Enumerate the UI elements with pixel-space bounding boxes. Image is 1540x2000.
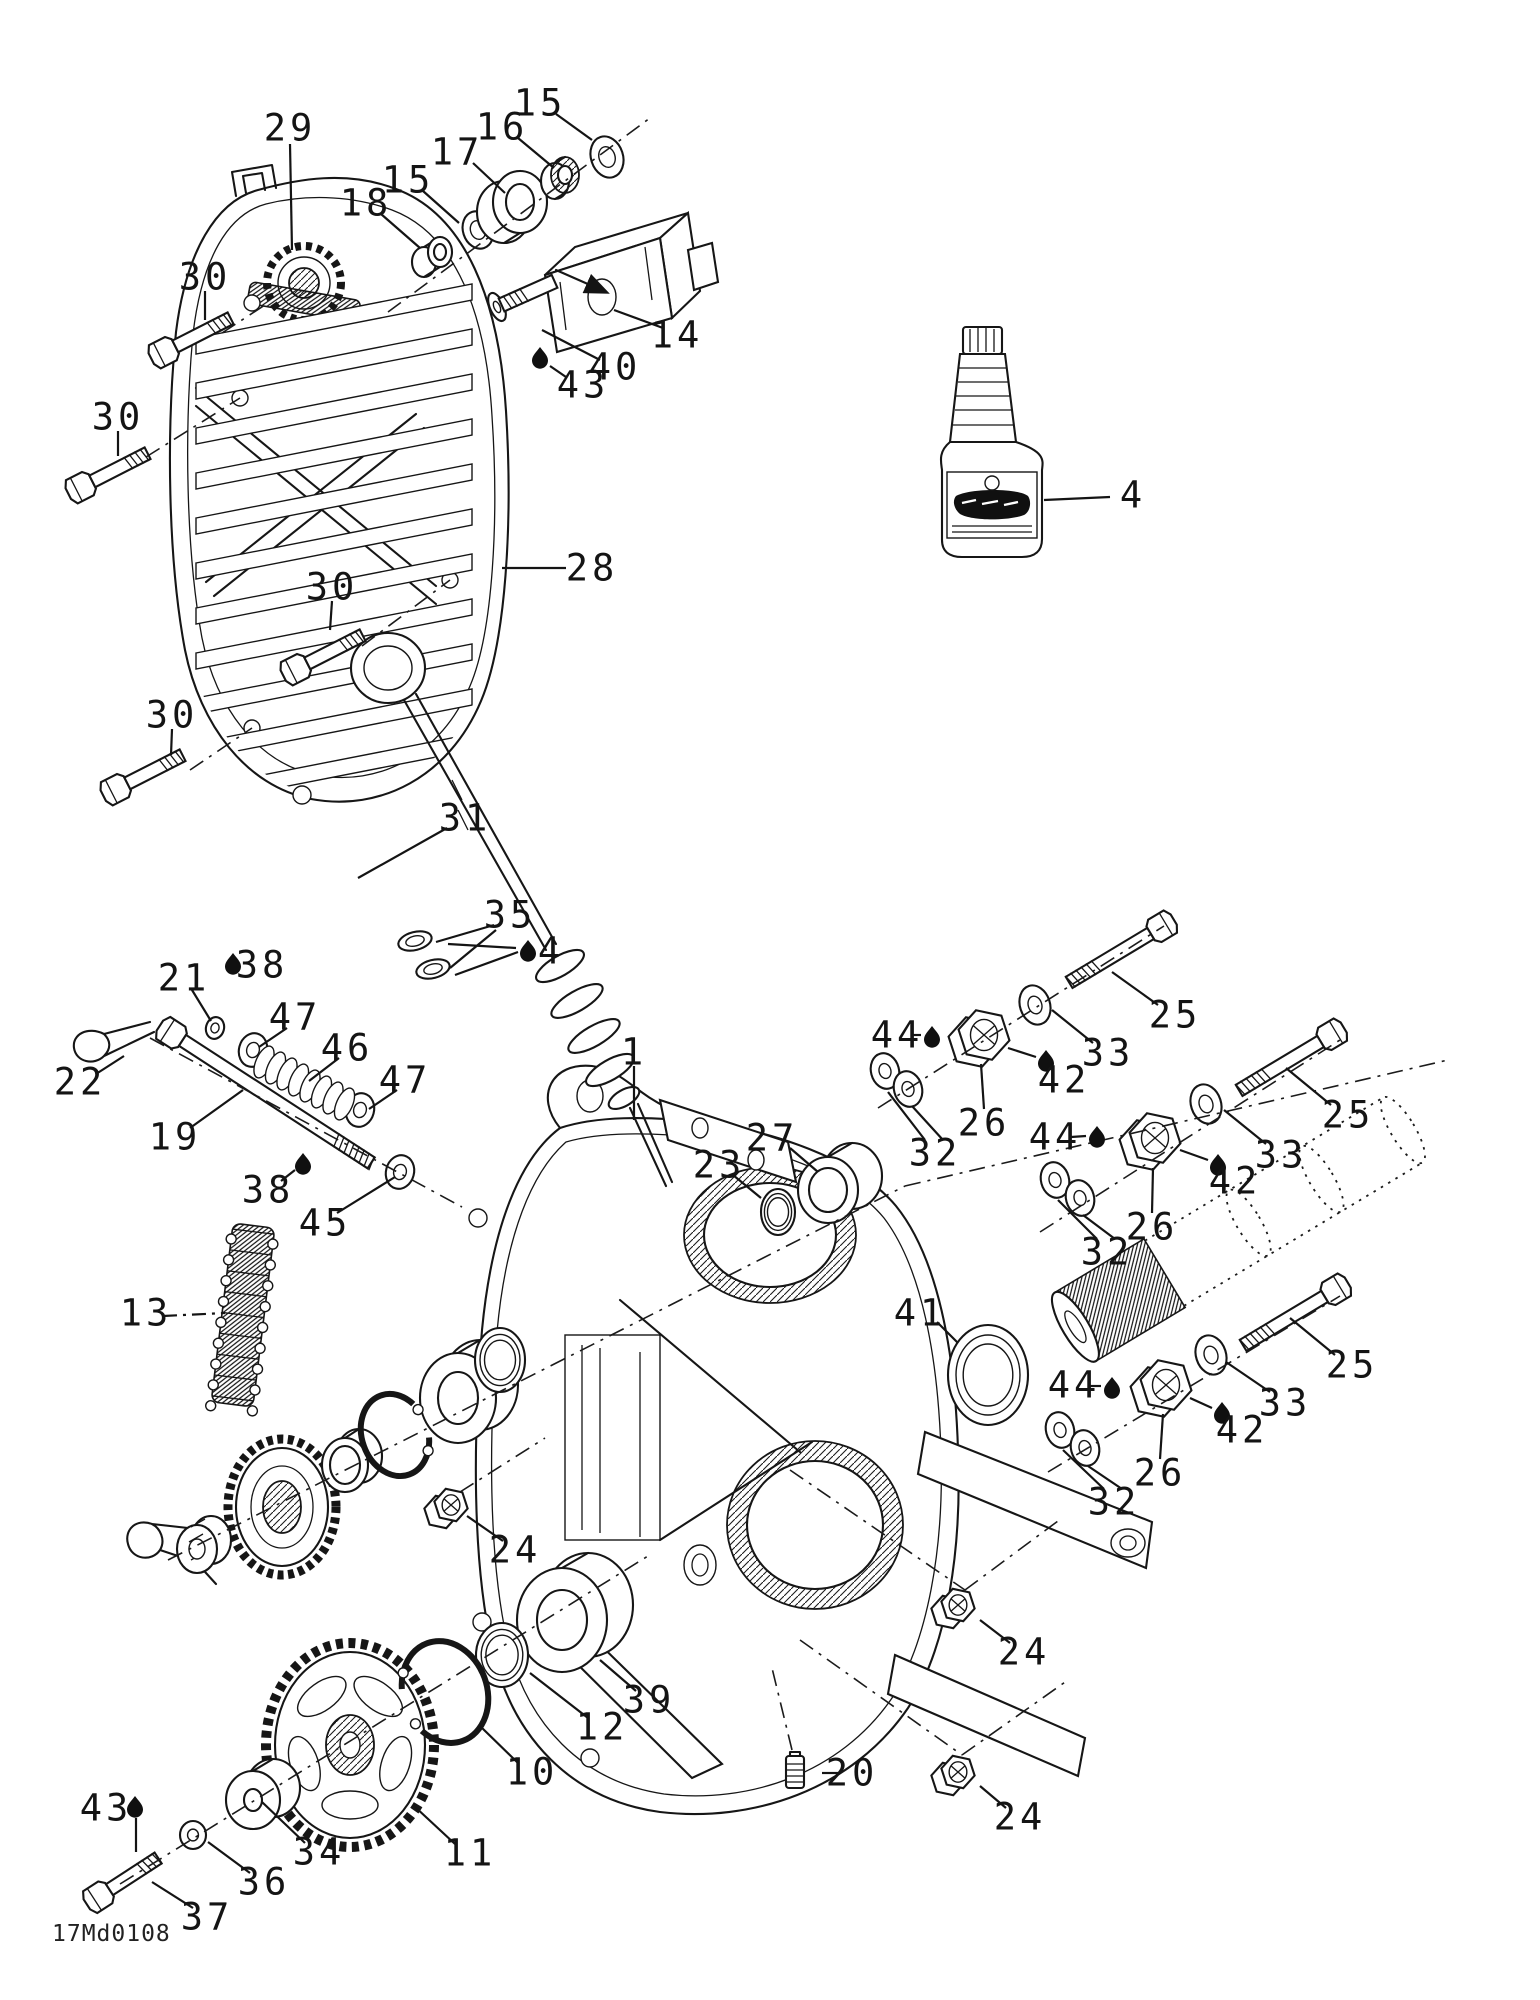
- part-number: 25: [1321, 1093, 1375, 1137]
- part-number: 44: [1047, 1363, 1101, 1407]
- nut-26: [949, 1010, 1010, 1066]
- part-number: 44: [870, 1013, 924, 1057]
- part-number: 46: [320, 1026, 374, 1070]
- washer: [203, 1015, 226, 1041]
- oil-drop-icon: [520, 940, 536, 962]
- part-label-22: [54, 1056, 124, 1104]
- part-number: 33: [1081, 1031, 1135, 1075]
- part-number: 24: [993, 1795, 1047, 1839]
- part-number: 16: [475, 105, 529, 149]
- leader-line: [1190, 1398, 1212, 1408]
- part-number: 30: [178, 255, 232, 299]
- part-number: 26: [1125, 1205, 1179, 1249]
- castle-nut-2: [177, 1516, 231, 1573]
- part-number: 4: [537, 929, 565, 973]
- part-label-32: [888, 1092, 961, 1175]
- part-number: 12: [575, 1705, 629, 1749]
- part-number: 38: [241, 1168, 295, 1212]
- part-label-44: [1048, 1364, 1120, 1407]
- part-number: 39: [622, 1678, 676, 1722]
- part-label-42: [1190, 1398, 1268, 1452]
- bolt-25: [1062, 908, 1180, 993]
- washer: [382, 1152, 418, 1192]
- drawing-code: 17Md0108: [52, 1921, 171, 1947]
- part-number: 15: [513, 81, 567, 125]
- part-number: 30: [145, 693, 199, 737]
- part-label-44: [1029, 1116, 1105, 1159]
- seal-9: [475, 1328, 525, 1392]
- part-number: 31: [438, 796, 492, 840]
- leader-line: [358, 828, 447, 878]
- part-number: 19: [148, 1115, 202, 1159]
- part-label-47: [369, 1059, 431, 1110]
- part-number: 42: [1037, 1058, 1091, 1102]
- bolt-30: [97, 744, 188, 808]
- nut-26: [1131, 1360, 1192, 1416]
- part-number: 18: [339, 181, 393, 225]
- part-label-4: [1044, 474, 1146, 517]
- seal-41: [948, 1325, 1028, 1425]
- part-number: 40: [588, 345, 642, 389]
- part-number: 4: [1119, 473, 1147, 517]
- bolt-25: [1232, 1016, 1350, 1101]
- part-number: 14: [650, 313, 704, 357]
- part-label-38: [225, 944, 288, 987]
- part-label-32: [1058, 1200, 1133, 1274]
- part-number: 26: [957, 1101, 1011, 1145]
- part-label-13: [120, 1292, 225, 1335]
- oil-bottle: [941, 327, 1043, 557]
- part-label-43: [80, 1787, 143, 1853]
- part-number: 43: [556, 363, 610, 407]
- washer: [1015, 981, 1056, 1028]
- part-number: 36: [237, 1860, 291, 1904]
- oil-drop-icon: [295, 1153, 311, 1175]
- part-number: 13: [119, 1291, 173, 1335]
- part-number: 33: [1254, 1133, 1308, 1177]
- part-label-47: [259, 996, 321, 1048]
- part-number: 35: [483, 893, 537, 937]
- part-label-45: [299, 1177, 395, 1245]
- part-number: 30: [305, 565, 359, 609]
- part-label-25: [1286, 1068, 1374, 1137]
- part-number: 33: [1258, 1381, 1312, 1425]
- leader-line: [1044, 497, 1110, 500]
- part-number: 38: [235, 943, 289, 987]
- part-number: 23: [692, 1143, 746, 1187]
- part-label-26: [1126, 1168, 1179, 1249]
- oil-drop-icon: [1104, 1377, 1120, 1399]
- nut-24: [424, 1489, 467, 1528]
- bearing-17: [477, 171, 547, 243]
- part-label-25: [1112, 972, 1201, 1037]
- part-number: 43: [79, 1786, 133, 1830]
- part-number: 37: [180, 1895, 234, 1939]
- part-number: 20: [825, 1751, 879, 1795]
- part-label-36: [208, 1842, 290, 1904]
- part-number: 26: [1133, 1451, 1187, 1495]
- washer: [414, 956, 451, 982]
- part-number: 24: [997, 1630, 1051, 1674]
- part-label-24: [980, 1620, 1050, 1674]
- part-number: 22: [53, 1060, 107, 1104]
- o-ring-23: [761, 1189, 795, 1235]
- part-number: 47: [268, 995, 322, 1039]
- part-number: 29: [263, 106, 317, 150]
- leader-line: [1180, 1150, 1208, 1160]
- leader-line: [163, 1313, 225, 1316]
- part-number: 21: [157, 956, 211, 1000]
- oil-drop-icon: [1089, 1126, 1105, 1148]
- part-number: 27: [745, 1116, 799, 1160]
- bolt-37: [80, 1847, 165, 1915]
- part-number: 28: [565, 546, 619, 590]
- chain-13: [205, 1223, 280, 1417]
- part-number: 11: [443, 1831, 497, 1875]
- part-number: 32: [908, 1131, 962, 1175]
- part-number: 42: [1215, 1408, 1269, 1452]
- part-label-26: [1134, 1414, 1187, 1495]
- washer: [1191, 1331, 1232, 1378]
- part-label-30: [92, 396, 145, 457]
- part-number: 10: [505, 1750, 559, 1794]
- part-label-30: [146, 694, 199, 756]
- part-label-20: [822, 1752, 878, 1795]
- part-number: 15: [381, 158, 435, 202]
- washer: [396, 928, 433, 954]
- part-number: 30: [91, 395, 145, 439]
- part-number: 32: [1087, 1480, 1141, 1524]
- nut-24: [931, 1756, 974, 1795]
- part-number: 41: [893, 1291, 947, 1335]
- center-line: [965, 1518, 1062, 1590]
- cotter-pin-22: [74, 1022, 154, 1062]
- part-number: 17: [430, 130, 484, 174]
- part-label-28: [502, 547, 618, 590]
- part-label-26: [958, 1064, 1011, 1145]
- part-number: 25: [1148, 993, 1202, 1037]
- bolt-30: [62, 442, 153, 506]
- part-number: 25: [1325, 1343, 1379, 1387]
- part-number: 44: [1028, 1115, 1082, 1159]
- part-number: 32: [1080, 1230, 1134, 1274]
- set-screw-20: [786, 1752, 804, 1788]
- oil-drop-icon: [924, 1026, 940, 1048]
- gear-5: [228, 1439, 336, 1575]
- part-label-44: [871, 1014, 940, 1057]
- part-label-42: [1008, 1048, 1090, 1102]
- part-label-21: [158, 957, 211, 1022]
- part-label-19: [149, 1090, 243, 1159]
- part-number: 24: [488, 1528, 542, 1572]
- part-number: 42: [1208, 1159, 1262, 1203]
- part-label-31: [358, 797, 491, 879]
- leader-line: [1008, 1048, 1036, 1057]
- part-number: 47: [378, 1058, 432, 1102]
- washer: [1186, 1080, 1227, 1127]
- part-number: 34: [292, 1830, 346, 1874]
- part-label-11: [413, 1805, 496, 1875]
- part-label-42: [1180, 1150, 1261, 1203]
- nut-26: [1120, 1113, 1181, 1169]
- part-number: 45: [298, 1201, 352, 1245]
- oil-drop-icon: [532, 347, 548, 369]
- part-label-25: [1290, 1318, 1378, 1387]
- part-label-24: [980, 1786, 1046, 1839]
- leader-line: [448, 944, 516, 948]
- part-number: 1: [620, 1030, 648, 1074]
